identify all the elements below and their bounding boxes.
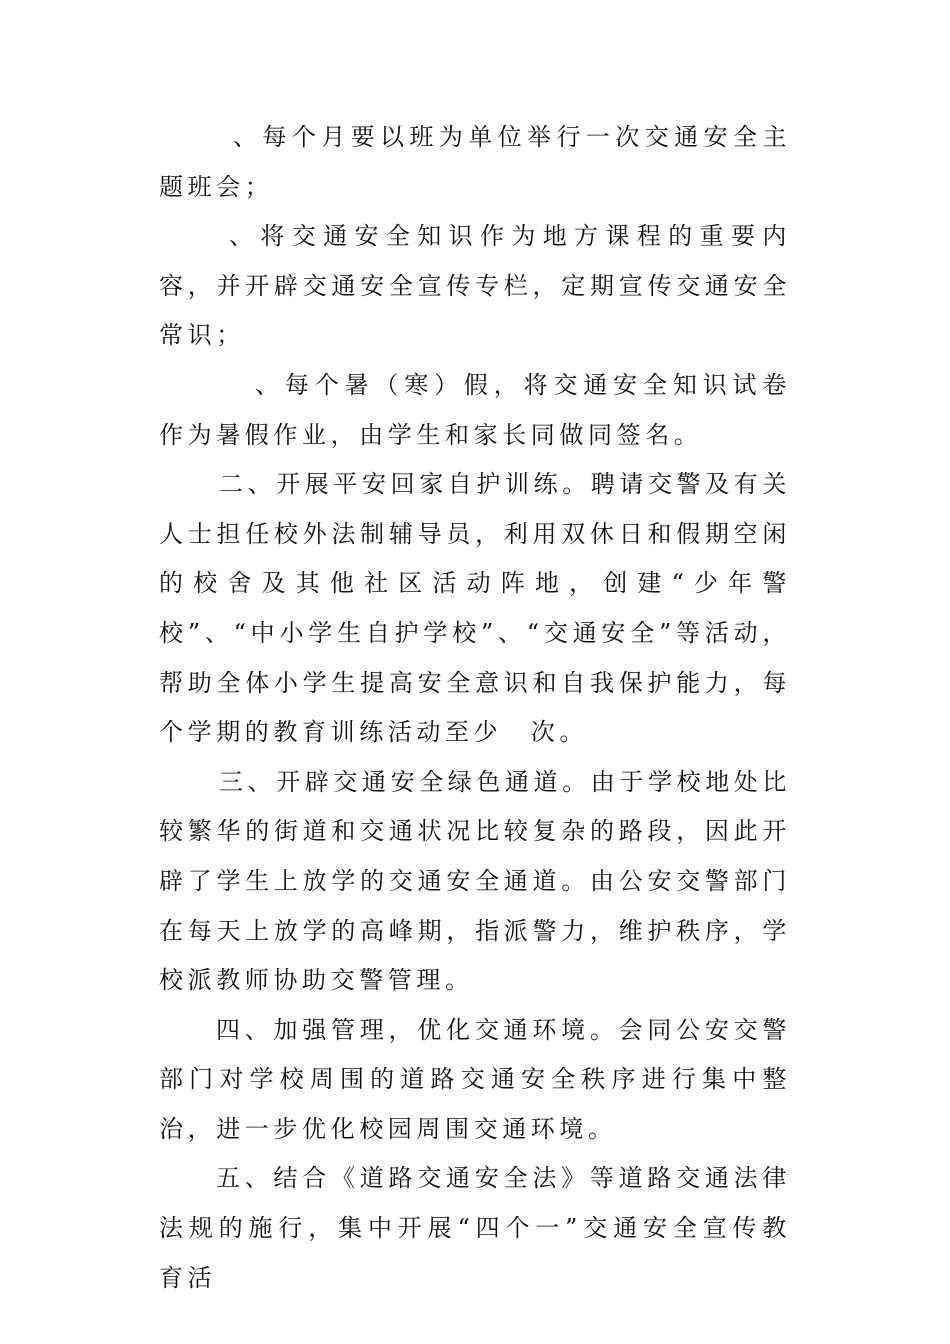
- paragraph-traffic-law-campaign: 五、结合《道路交通安全法》等道路交通法律法规的施行，集中开展“四个一”交通安全宣传教育活: [159, 1164, 791, 1292]
- paragraph-local-curriculum: 、将交通安全知识作为地方课程的重要内容，并开辟交通安全宣传专栏，定期宣传交通安全常识；: [159, 222, 791, 350]
- paragraph-class-meeting: 、每个月要以班为单位举行一次交通安全主题班会；: [159, 123, 791, 201]
- paragraph-holiday-homework: 、每个暑（寒）假，将交通安全知识试卷作为暑假作业，由学生和家长同做同签名。: [159, 370, 791, 449]
- paragraph-self-protection-training: 二、开展平安回家自护训练。聘请交警及有关人士担任校外法制辅导员，利用双休日和假期空闲的校舍及其他社区活动阵地，创建“少年警校”、“中小学生自护学校”、“交通安全”等活动，帮助全体小学生提高安全意识和自我保护能力，每个学期的教育训练活动至少 次。: [159, 470, 791, 747]
- paragraph-green-channel: 三、开辟交通安全绿色通道。由于学校地处比较繁华的街道和交通状况比较复杂的路段，因此开辟了学生上放学的交通安全通道。由公安交警部门在每天上放学的高峰期，指派警力，维护秩序，学校派教师协助交警管理。: [159, 767, 791, 995]
- paragraph-traffic-environment: 四、加强管理，优化交通环境。会同公安交警部门对学校周围的道路交通安全秩序进行集中整治，进一步优化校园周围交通环境。: [159, 1015, 791, 1143]
- document-body: [159, 113, 791, 1303]
